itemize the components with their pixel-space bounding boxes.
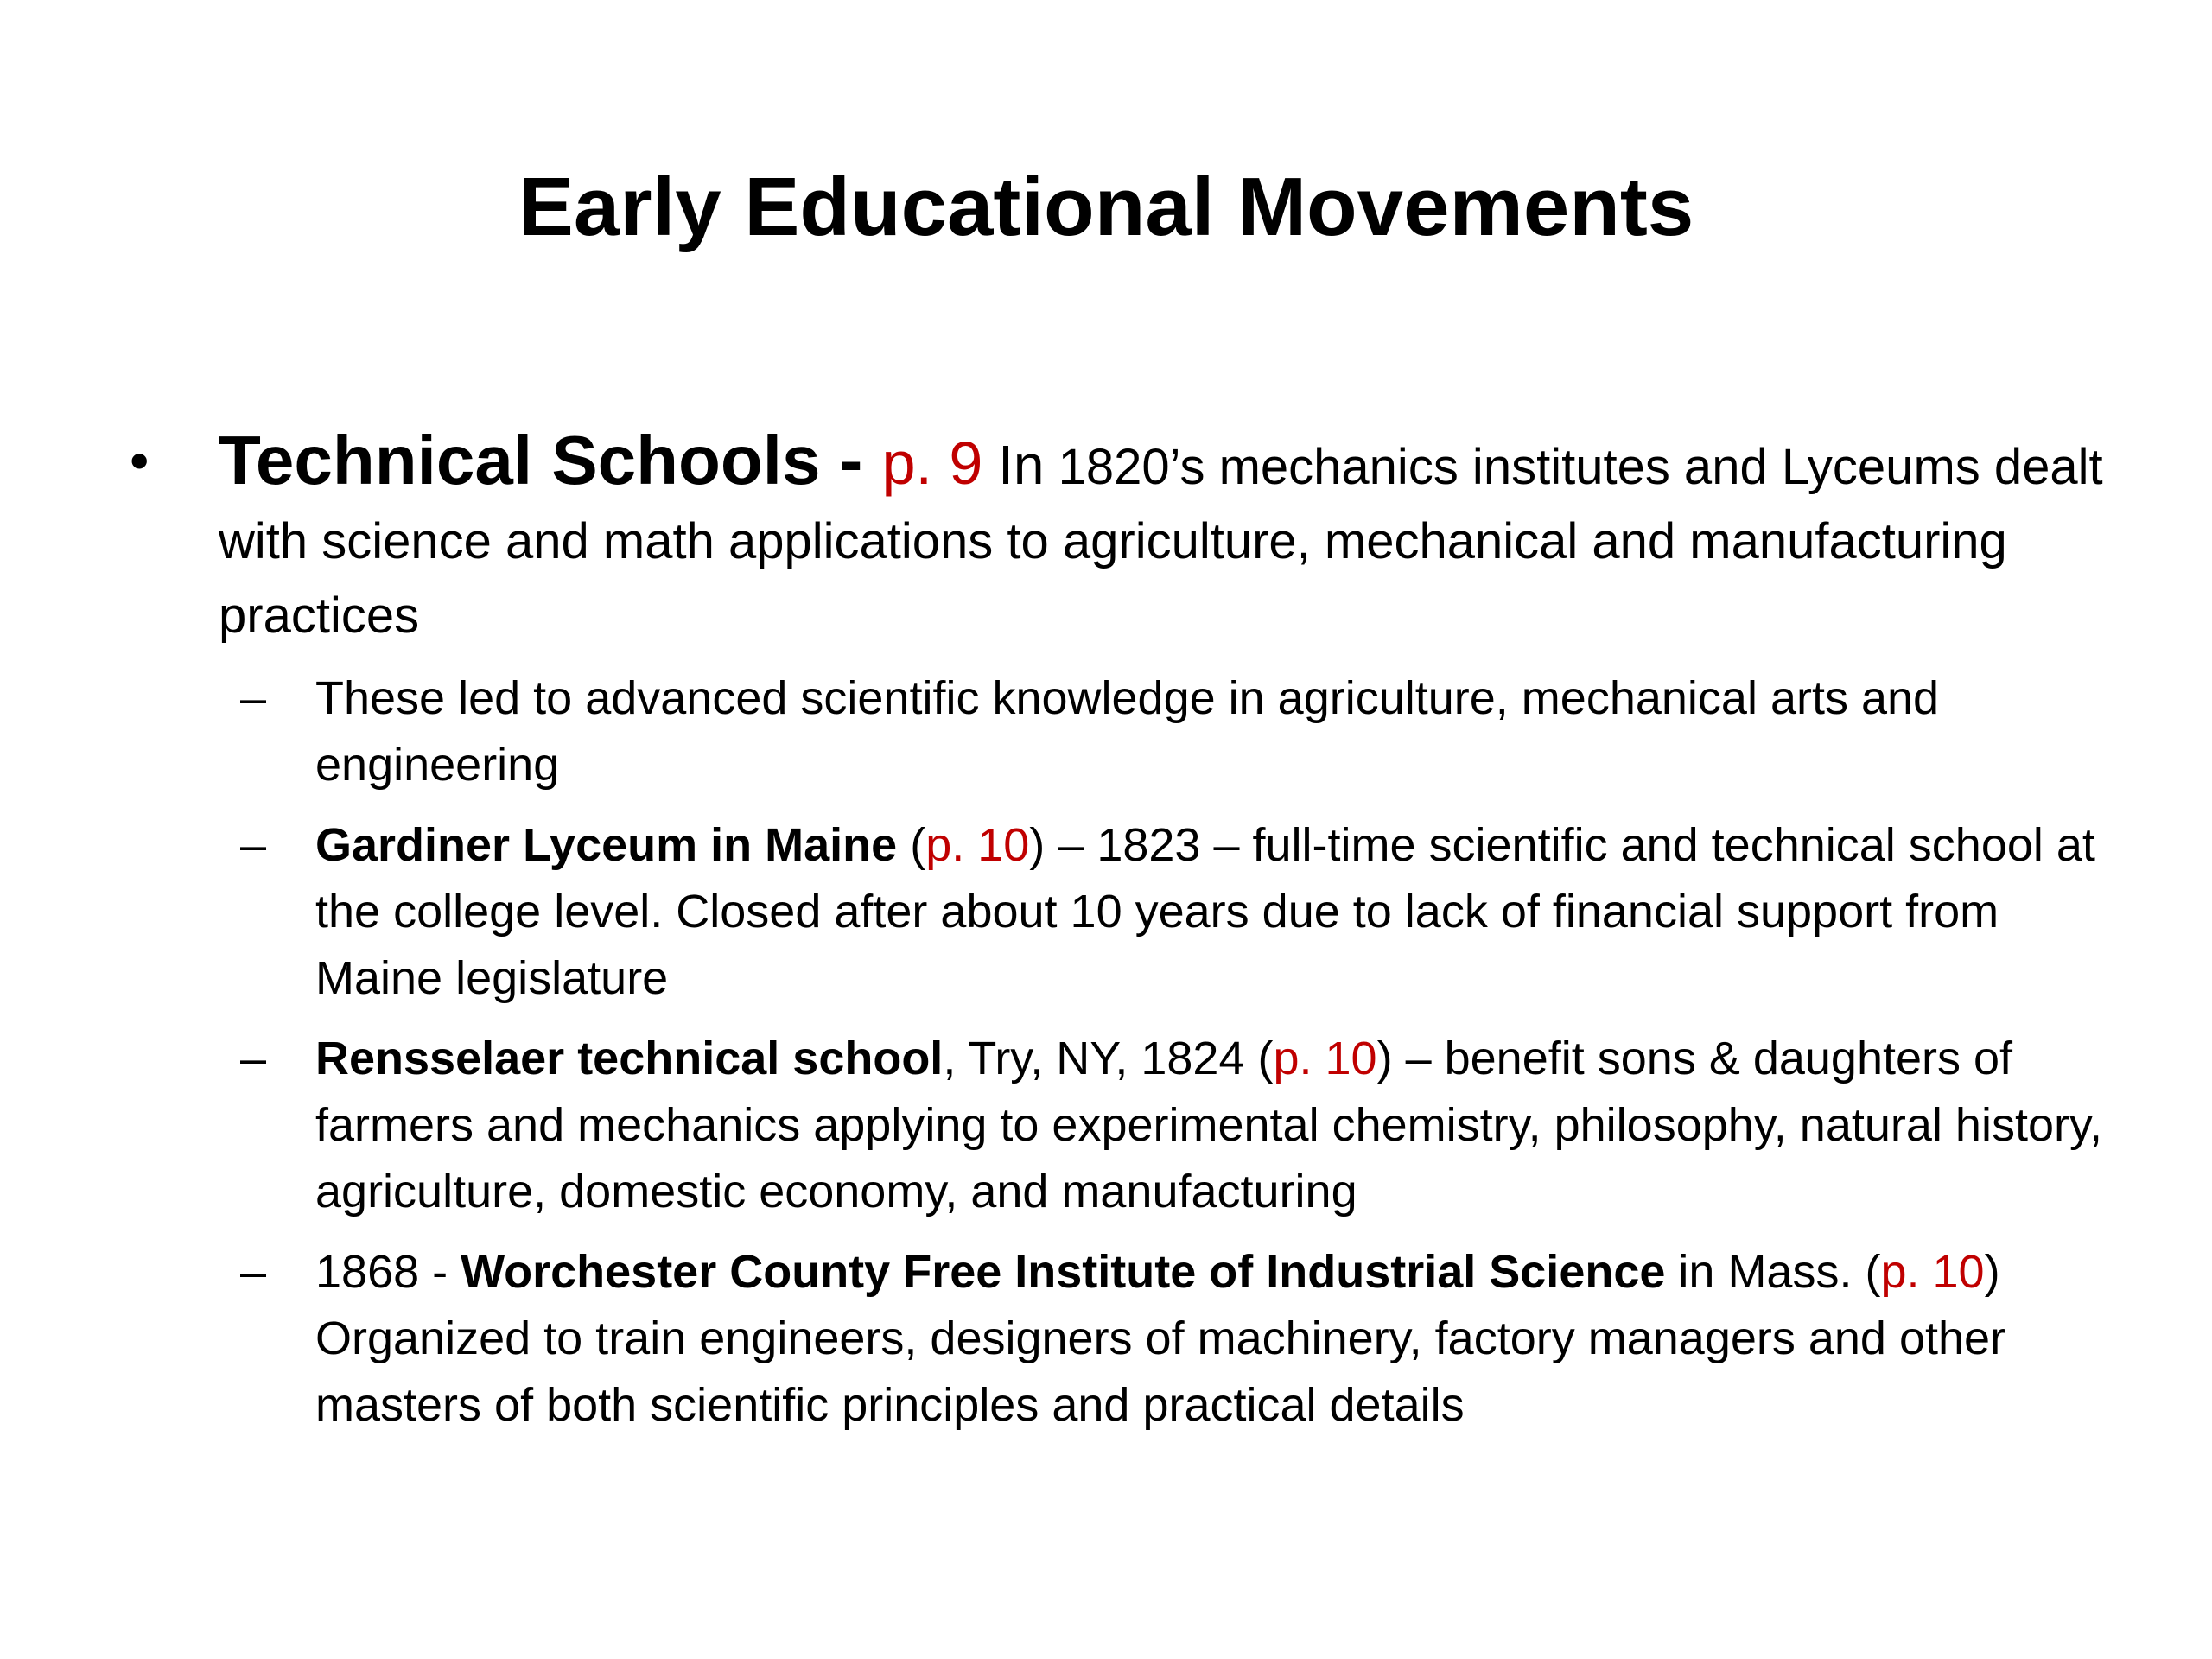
main-point-text-start: In	[982, 434, 1045, 496]
page-reference: p. 9	[881, 429, 983, 497]
main-point-heading: Technical Schools -	[219, 422, 882, 499]
bullet-icon: •	[130, 429, 149, 492]
page-reference: p. 10	[925, 819, 1030, 871]
dash-icon: –	[240, 672, 267, 724]
sub-bullet-text: ) – benefit sons & daughters of farmers and mechanics applying to experimental chemistry, philosophy, natural history, agriculture, domestic economy, and manufacturing	[315, 1033, 2102, 1217]
sub-bullet-text: , Try, NY, 1824 (	[943, 1033, 1274, 1084]
slide-title: Early Educational Movements	[518, 161, 1694, 253]
institution-name: Gardiner Lyceum in Maine	[315, 819, 898, 871]
sub-bullet-text: These led to advanced scientific knowledge in agriculture, mechanical arts and engineering	[315, 672, 1940, 791]
sub-bullet-text: in Mass. (	[1665, 1246, 1881, 1298]
sub-bullet-item	[130, 812, 2117, 1012]
page-reference: p. 10	[1880, 1246, 1985, 1298]
sub-bullet-item	[130, 1239, 2117, 1439]
institution-name: Rensselaer technical school	[315, 1033, 944, 1084]
main-point-text: 1820’s mechanics institutes and Lyceums dealt with science and math applications to agriculture, mechanical and manufacturing practices	[219, 439, 2103, 644]
sub-bullet-item	[130, 1026, 2117, 1225]
sub-bullet-text: ) – 1823 – full-time scientific and technical school at the college level. Closed after about 10 years due to lack of financial support from Maine legislature	[315, 819, 2095, 1004]
sub-bullet-text: ) Organized to train engineers, designers of machinery, factory managers and other masters of both scientific principles and practical details	[315, 1246, 2006, 1431]
dash-icon: –	[240, 819, 267, 871]
main-bullet-point	[130, 423, 2117, 653]
sub-bullet-year: 1868 -	[315, 1246, 461, 1298]
sub-bullet-list	[130, 665, 2117, 1439]
sub-bullet-item	[130, 665, 2117, 798]
page-reference: p. 10	[1273, 1033, 1377, 1084]
institution-name: Worchester County Free Institute of Industrial Science	[461, 1246, 1666, 1298]
dash-icon: –	[240, 1033, 267, 1084]
sub-bullet-text: (	[897, 819, 926, 871]
dash-icon: –	[240, 1246, 267, 1298]
slide-body	[130, 423, 2117, 1452]
